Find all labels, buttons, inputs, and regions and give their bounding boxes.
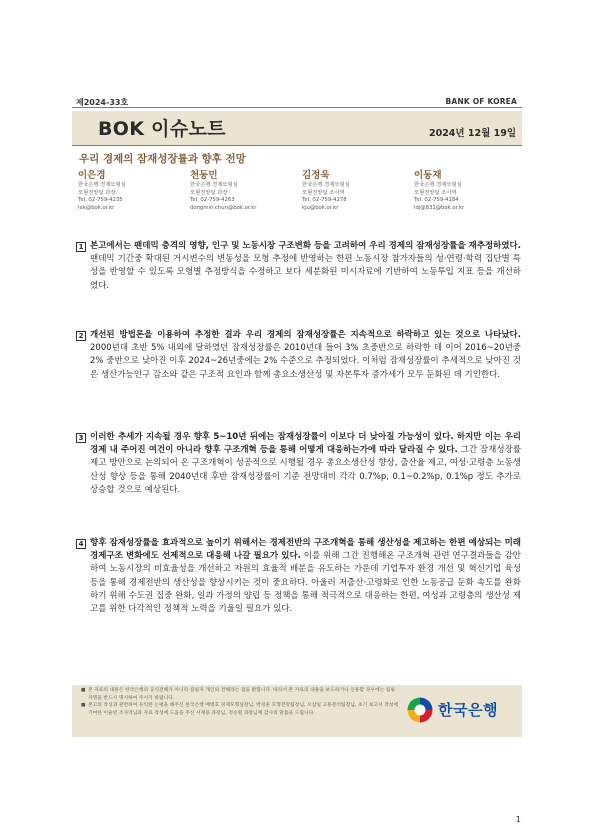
author-name: 이은경 [78, 170, 106, 181]
footer-notes [81, 687, 399, 717]
square-bullet-icon: ■ [81, 703, 86, 709]
author-dept: 한국은행 경제모형실 [190, 182, 238, 188]
square-bullet-icon: ■ [81, 688, 86, 693]
author-team: 모형전망팀 조사역 [414, 189, 457, 196]
logo-wordmark: 한국은행 [438, 701, 498, 719]
author-block [414, 170, 526, 212]
author-tel: Tel. 02-759-4263 [190, 197, 235, 204]
author-dept: 한국은행 경제모형실 [302, 182, 350, 188]
paragraph-lead-sentence: 개선된 방법론을 이용하여 추정한 결과 우리 경제의 잠재성장률은 지속적으로 하락하고 있는 것으로 나타났다. [90, 330, 521, 340]
paragraph-text [90, 431, 521, 497]
paragraph-lead-sentence: 이러한 추세가 지속될 경우 향후 5~10년 뒤에는 잠재성장률이 이보다 더 낮아질 가능성이 있다. 하지만 이는 우리 경제 내 주어진 여건이 아니라 향후 구조개혁 등을 통해 어떻게 대응하는가에 따라 달라질 수 있다. [90, 432, 521, 456]
page-number: 1 [515, 815, 521, 824]
title-band [72, 111, 522, 145]
author-email[interactable]: lek@bok.or.kr [78, 204, 115, 211]
author-email[interactable]: kju@bok.or.kr [302, 204, 339, 211]
author-name: 이동재 [414, 170, 442, 181]
paragraph-lead-sentence: 향후 잠재성장률을 효과적으로 높이기 위해서는 경제전반의 구조개혁을 통해 생산성을 제고하는 한편 예상되는 미래 경제구조 변화에도 선제적으로 대응해 나갈 필요가 있다. [90, 538, 521, 562]
title-band-rule [72, 145, 522, 146]
paragraph-body: 팬데믹 기간중 확대된 거시변수의 변동성을 모형 추정에 반영하는 한편 노동시장 참가자들의 성·연령·학력 집단별 특성을 반영할 수 있도록 모형별 추정방식을 수정하고 보다 세분화된 미시자료에 기반하여 노동투입 지표 등을 개선하였다. [90, 254, 521, 291]
author-list [78, 170, 528, 212]
footer-note-text: 본 자료의 내용은 한국은행의 공식견해가 아니라 집필자 개인의 견해라는 점을 밝힙니다. 따라서 본 자료의 내용을 보도하거나 인용할 경우에는 집필자명을 반드시 명시하여 주시기 바랍니다. [88, 688, 396, 701]
footer-notes-box [72, 685, 522, 737]
paragraph-number-box: 3 [76, 433, 86, 443]
issue-number: 제2024-33호 [76, 98, 129, 107]
paragraph-text [90, 240, 521, 293]
bank-of-korea-logo [407, 697, 515, 723]
author-block [190, 170, 302, 212]
paragraph-text [90, 537, 521, 616]
paragraph-body: 그간 잠재성장률 제고 방안으로 논의되어 온 구조개혁이 성공적으로 시행될 경우 총요소생산성 향상, 출산율 제고, 여성·고령층 노동생산성 향상 등을 통해 2040년대 후반 잠재성장률이 기준 전망대비 각각 0.7%p, 0.1~0.2%p, 0.1%p 정도 추가로 상승할 것으로 예상된다. [90, 445, 521, 495]
author-team: 모형전망팀 과장 [78, 189, 116, 196]
paragraph-text [90, 329, 521, 382]
paragraph-number-box: 2 [76, 331, 86, 341]
author-dept: 한국은행 경제모형실 [414, 182, 462, 188]
author-name: 김정욱 [302, 170, 330, 181]
footer-note [81, 687, 399, 702]
paragraph-number-box: 1 [76, 242, 86, 252]
author-block [78, 170, 190, 212]
paragraph-body: 2000년대 초반 5% 내외에 달하였던 잠재성장률은 2010년대 들어 3% 초중반으로 하락한 데 이어 2016~20년중 2% 중반으로 낮아진 이후 2024~26년중에는 2% 수준으로 추정되었다. 이처럼 잠재성장률이 추세적으로 낮아진 것은 생산가능인구 감소와 같은 구조적 요인과 함께 총요소생산성 및 자본투자 증가세가 모두 둔화된 데 기인한다. [90, 343, 521, 380]
header-rule [72, 107, 522, 108]
author-name: 천동민 [190, 170, 218, 181]
author-dept: 한국은행 경제모형실 [78, 182, 126, 188]
author-email[interactable]: dongmin.chun@bok.or.kr [190, 204, 257, 211]
series-title: BOK 이슈노트 [98, 118, 226, 140]
footer-note-text: 본고의 작성과 관련하여 유익한 논평을 해주신 한국은행 배병호 경제모형실장님, 박경훈 모형전망팀장님, 오삼일 고용분석팀장님, 초기 보고서 작성에 기여한 이슬빈 조사역님과 자료 작성에 도움을 주신 서재용 과장님, 정승렬 과장님께 감사의 말씀을 드립니다. [88, 703, 399, 716]
author-tel: Tel. 02-759-4184 [414, 197, 459, 204]
publication-date: 2024년 12월 19일 [428, 128, 516, 139]
report-title: 우리 경제의 잠재성장률과 향후 전망 [79, 153, 246, 165]
author-team: 모형전망팀 조사역 [302, 189, 345, 196]
paragraph-lead-sentence: 본고에서는 팬데믹 충격의 영향, 인구 및 노동시장 구조변화 등을 고려하여 우리 경제의 잠재성장률을 재추정하였다. [90, 241, 521, 251]
author-email[interactable]: ldj@831@bok.or.kr [414, 204, 465, 211]
bok-emblem-icon [407, 697, 433, 723]
author-block [302, 170, 414, 212]
author-tel: Tel. 02-759-4235 [78, 197, 123, 204]
footer-note [81, 702, 399, 717]
author-team: 모형전망팀 과장 [190, 189, 228, 196]
author-tel: Tel. 02-759-4278 [302, 197, 347, 204]
paragraph-number-box: 4 [76, 539, 86, 549]
publisher-name: BANK OF KOREA [445, 97, 517, 106]
paragraph-body: 이를 위해 그간 진행해온 구조개혁 관련 연구결과들을 감안하여 노동시장의 비효율성을 개선하고 자원의 효율적 배분을 유도하는 가운데 기업투자 환경 개선 및 혁신기업 육성 등을 통해 경제전반의 생산성을 향상시키는 것이 중요하다. 아울러 저출산·고령화로 인한 노동공급 둔화 속도를 완화하기 위해 수도권 집중 완화, 일과 가정의 양립 등 정책을 통해 적극적으로 대응하는 한편, 여성과 고령층의 생산성 제고를 위한 다각적인 정책적 노력을 기울일 필요가 있다. [90, 551, 521, 615]
